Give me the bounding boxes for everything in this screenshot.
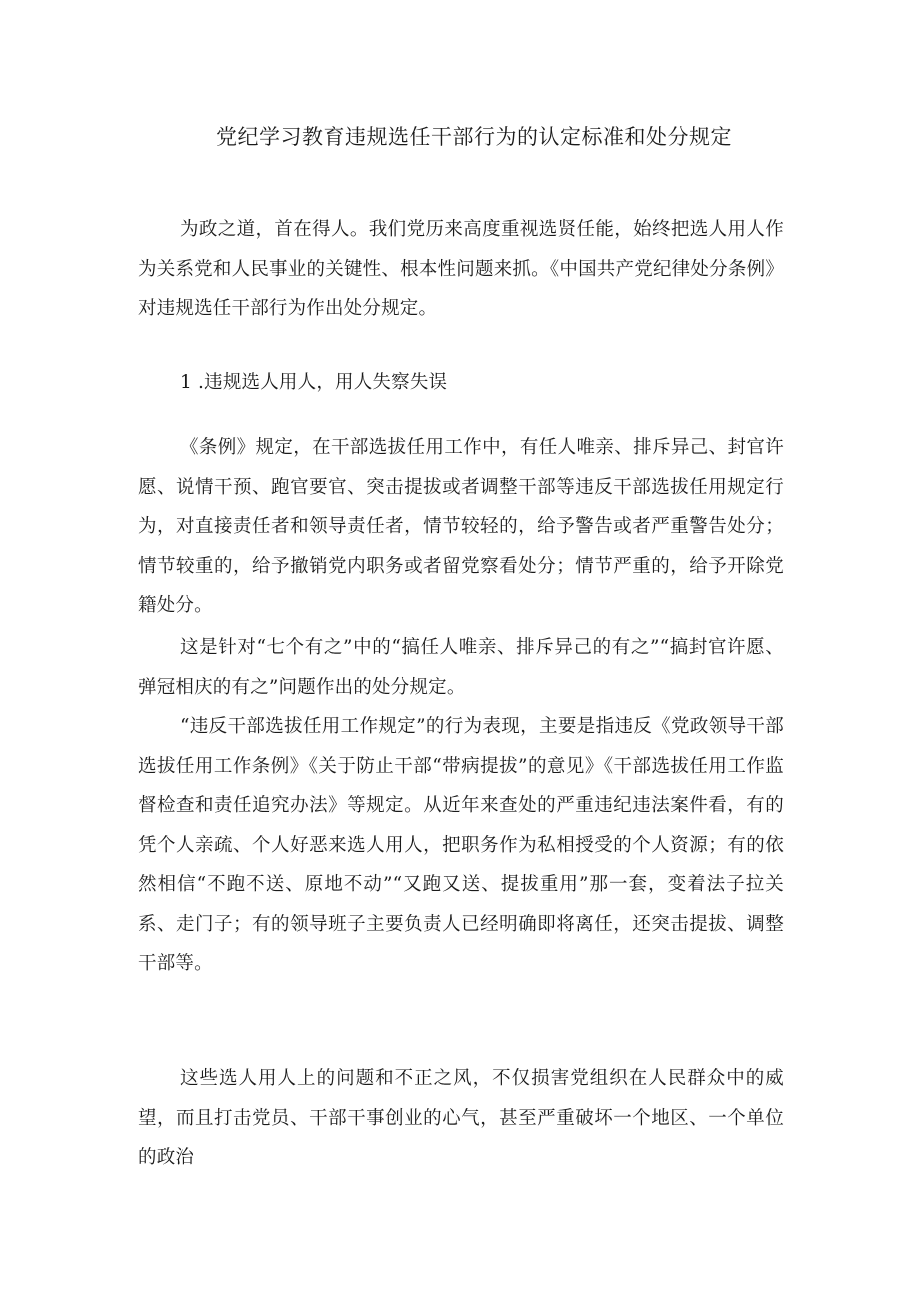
section-heading-1: 1 .违规选人用人，用人失察失误 [180,372,448,393]
document-title: 党纪学习教育违规选任干部行为的认定标准和处分规定 [216,125,732,149]
paragraph-consequences: 这些选人用人上的问题和不正之风，不仅损害党组织在人民群众中的威望，而且打击党员、干部干事创业的心气，甚至严重破坏一个地区、一个单位的政治 [138,1068,784,1168]
paragraph-behavior: “违反干部选拔任用工作规定”的行为表现，主要是指违反《党政领导干部选拔任用工作条例》《关于防止干部“带病提拔”的意见》《干部选拔任用工作监督检查和责任追究办法》等规定。从近年来查处的严重违纪违法案件看，有的凭个人亲疏、个人好恶来选人用人，把职务作为私相授受的个人资源；有的依然相信“不跑不送、原地不动”“又跑又送、提拔重用”那一套，变着法子拉关系、走门子；有的领导班子主要负责人已经明确即将离任，还突击提拔、调整干部等。 [138,716,784,974]
paragraph-regulation: 《条例》规定，在干部选拔任用工作中，有任人唯亲、排斥异己、封官许愿、说情干预、跑官要官、突击提拔或者调整干部等违反干部选拔任用规定行为，对直接责任者和领导责任者，情节较轻的，给予警告或者严重警告处分；情节较重的，给予撤销党内职务或者留党察看处分；情节严重的，给予开除党籍处分。 [138,437,784,616]
paragraph-intro: 为政之道，首在得人。我们党历来高度重视选贤任能，始终把选人用人作为关系党和人民事业的关键性、根本性问题来抓。《中国共产党纪律处分条例》对违规选任干部行为作出处分规定。 [138,219,784,319]
paragraph-seven-cases: 这是针对“七个有之”中的“搞任人唯亲、排斥异己的有之”“搞封官许愿、弹冠相庆的有之”问题作出的处分规定。 [138,637,784,698]
